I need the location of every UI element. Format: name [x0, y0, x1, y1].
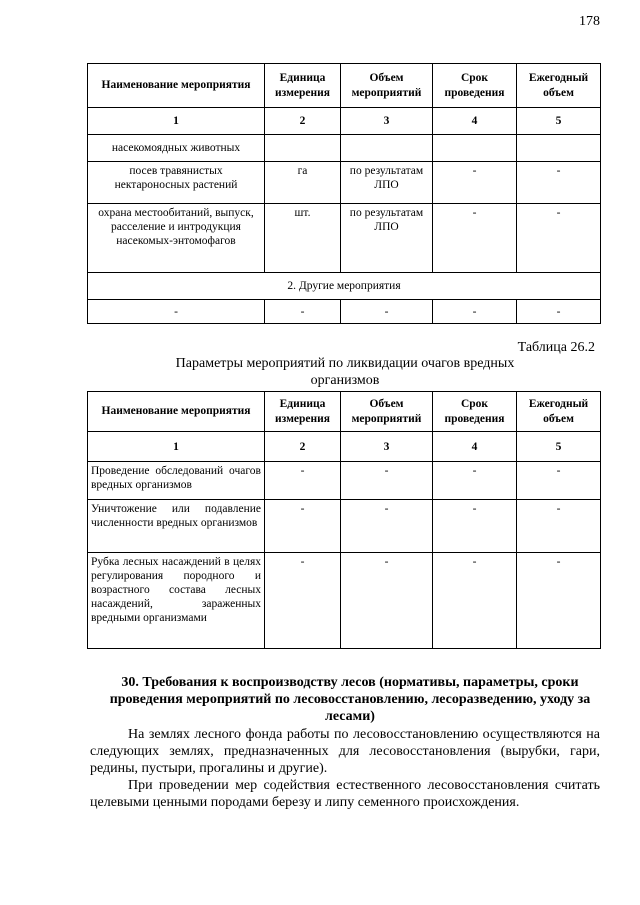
table-cell: -: [341, 500, 433, 553]
column-number: 3: [341, 432, 433, 462]
table-cell: [265, 135, 341, 162]
column-number: 2: [265, 108, 341, 135]
table-cell: -: [433, 553, 517, 649]
column-header-volume: Объем мероприятий: [341, 64, 433, 108]
table-cell: -: [265, 462, 341, 500]
table-cell: -: [433, 462, 517, 500]
table-cell: -: [433, 162, 517, 204]
table-row: [88, 462, 601, 500]
table-cell: Уничтожение или подавление численности вредных организмов: [88, 500, 265, 553]
table-cell: -: [265, 553, 341, 649]
table-cell: по результатам ЛПО: [341, 162, 433, 204]
column-header-unit: Единица измерения: [265, 64, 341, 108]
table-cell: -: [341, 462, 433, 500]
paragraph: На землях лесного фонда работы по лесовосстановлению осуществляются на следующих землях, предназначенных для лесовосстановления (вырубки, гари, редины, пустыри, прогалины и другие).: [90, 727, 600, 776]
column-number: 3: [341, 108, 433, 135]
table-cell: -: [265, 300, 341, 324]
table-row: [88, 135, 601, 162]
table-title: Параметры мероприятий по ликвидации очагов вредных организмов: [175, 356, 515, 388]
section-heading: 30. Требования к воспроизводству лесов (нормативы, параметры, сроки проведения мероприятий по лесовосстановлению, лесоразведению, уходу за лесами): [109, 675, 591, 724]
column-number: 1: [88, 432, 265, 462]
table-cell: -: [433, 300, 517, 324]
table-cell: -: [517, 162, 601, 204]
table-label: Таблица 26.2: [517, 340, 595, 355]
table-row: [88, 553, 601, 649]
table-row: [88, 300, 601, 324]
table-cell: насекомоядных животных: [88, 135, 265, 162]
table-cell: -: [517, 300, 601, 324]
column-header-term: Срок проведения: [433, 392, 517, 432]
column-header-name: Наименование мероприятия: [88, 392, 265, 432]
table-header-row: [88, 392, 601, 432]
table-cell: -: [517, 204, 601, 273]
table-row: [88, 204, 601, 273]
table-cell: -: [341, 553, 433, 649]
table-cell: посев травянистых нектароносных растений: [88, 162, 265, 204]
column-header-unit: Единица измерения: [265, 392, 341, 432]
table-cell: охрана местообитаний, выпуск, расселение и интродукция насекомых-энтомофагов: [88, 204, 265, 273]
table-cell: га: [265, 162, 341, 204]
table-row: [88, 500, 601, 553]
table-cell: -: [517, 462, 601, 500]
table-cell: по результатам ЛПО: [341, 204, 433, 273]
pest-control-table: [87, 391, 601, 649]
page-number: 178: [579, 14, 600, 29]
table-row: [88, 162, 601, 204]
paragraph: При проведении мер содействия естественного лесовосстановления считать целевыми ценными породами березу и липу семенного происхождения.: [90, 778, 600, 810]
activities-table: [87, 63, 601, 324]
table-cell: -: [433, 500, 517, 553]
column-number: 5: [517, 108, 601, 135]
section-row: [88, 273, 601, 300]
table-cell: -: [433, 204, 517, 273]
column-number-row: [88, 432, 601, 462]
column-number: 2: [265, 432, 341, 462]
table-cell: -: [517, 553, 601, 649]
table-cell: Рубка лесных насаждений в целях регулирования породного и возрастного состава лесных насаждений, зараженных вредными организмами: [88, 553, 265, 649]
table-cell: шт.: [265, 204, 341, 273]
column-header-name: Наименование мероприятия: [88, 64, 265, 108]
column-number: 1: [88, 108, 265, 135]
column-number: 5: [517, 432, 601, 462]
column-header-annual: Ежегодный объем: [517, 64, 601, 108]
table-cell: -: [265, 500, 341, 553]
column-header-annual: Ежегодный объем: [517, 392, 601, 432]
section-cell: 2. Другие мероприятия: [88, 273, 601, 300]
table-cell: -: [341, 300, 433, 324]
table-cell: Проведение обследований очагов вредных организмов: [88, 462, 265, 500]
table-cell: [517, 135, 601, 162]
table-cell: -: [517, 500, 601, 553]
column-number: 4: [433, 432, 517, 462]
table-cell: [341, 135, 433, 162]
column-number-row: [88, 108, 601, 135]
column-number: 4: [433, 108, 517, 135]
column-header-term: Срок проведения: [433, 64, 517, 108]
column-header-volume: Объем мероприятий: [341, 392, 433, 432]
table-cell: [433, 135, 517, 162]
table-header-row: [88, 64, 601, 108]
table-cell: -: [88, 300, 265, 324]
